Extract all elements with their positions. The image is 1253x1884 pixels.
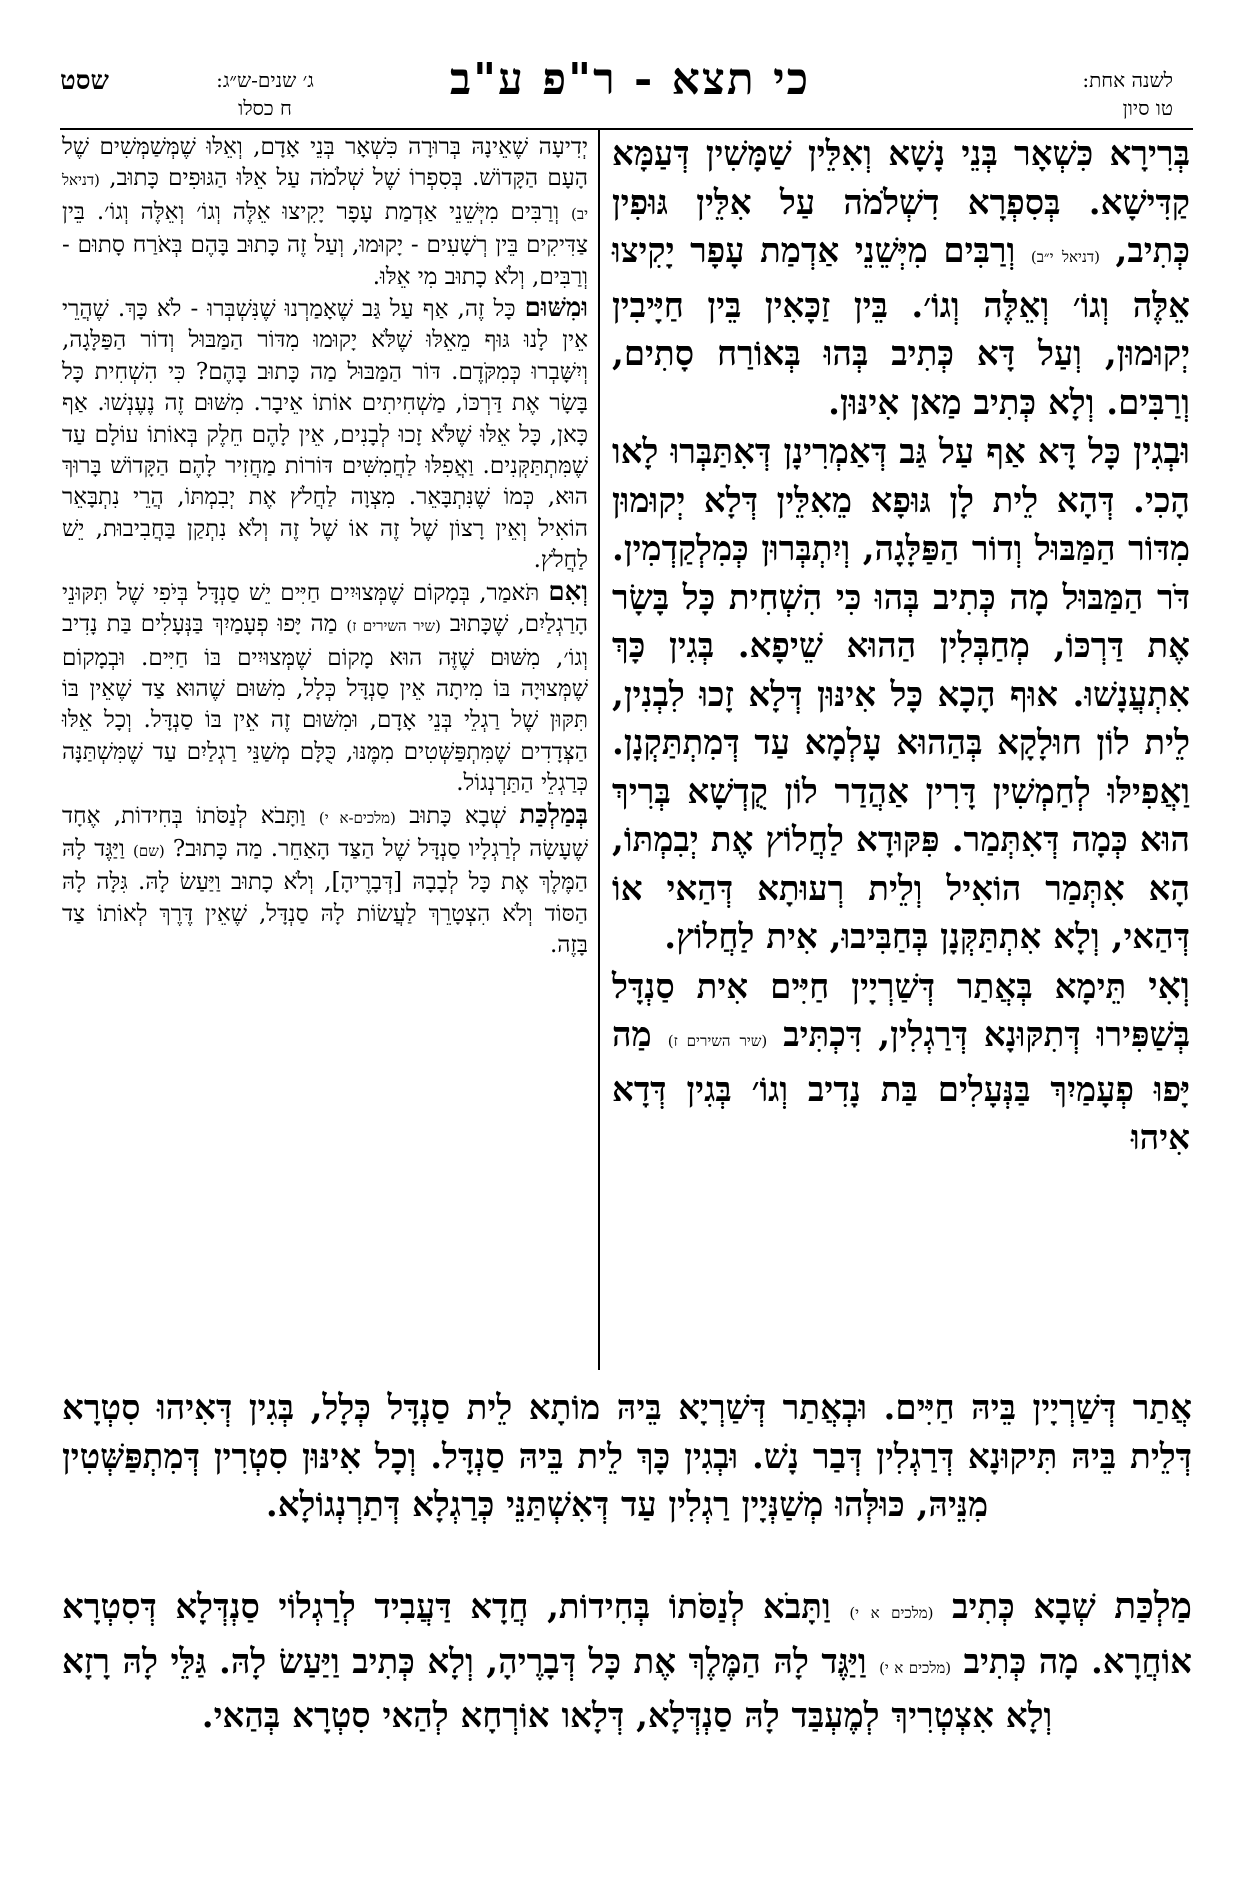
aramaic-text: מַה יָּפוּ פְעָמַיִךְ בַּנְּעָלִים בַּת נָדִיב וְגוֹ׳ בְּגִין דְּדָא אִיהוּ (612, 1015, 1190, 1158)
right-schedule-line1: לשנה אחת: (1082, 68, 1173, 92)
aramaic-text: תֵּימָא בְּאֲתַר דְּשַׁרְיָין חַיִּים אִית סַנְדָּל בְּשַׁפִּירוּ דְּתִקּוּנָא דְּרַגְלִין, דִּכְתִּיב (612, 966, 1190, 1055)
translation-text: וַתָּבֹא לְנַסֹּתוֹ בְּחִידוֹת, אֶחָד שֶׁעָשָׂה לְרַגְלָיו סַנְדָּל שֶׁל הַצַּד הָאַחֵר. מַה כָּתוּב? (62, 802, 588, 862)
aramaic-text: כָּל דָּא אַף עַל גַּב דְּאַמְרִינָן דְּאִתַּבְּרוּ לָאו הָכִי. דְּהָא לֵית לָן גּוּפָא מֵאִלֵּין דְּלָא יְקוּמוּן מִדּוֹר הַמַּבּוּל וְדוֹר הַפַּלָּגָה, וְיִתְבְּרוּן כְּמִלְקַדְמִין. דֹּר הַמַּבּוּל מָה כְּתִיב בְּהוּ כִּי הִשְׁחִית כָּל בָּשָׂר אֶת דַּרְכּוֹ, מְחַבְּלִין הַהוּא שֵׁיפָא. בְּגִין כָּךְ אִתְעֲנָשׁוּ. אוּף הָכָא כָּל אִינּוּן דְּלָא זָכוּ לִבְנִין, לֵית לוֹן חוּלָקָא בְּהַהוּא עָלְמָא עַד דְּמִתְתַּקְנָן. וַאֲפִילּוּ לְחַמְשִׁין דָּרִין אַהֲדַר לוֹן קֻדְשָׁא בְּרִיךְ הוּא כְּמָה דְּאִתְּמַר. פִּקּוּדָא לַחֲלוֹץ אֶת יְבִמְתּוֹ, הָא אִתְּמַר הוֹאִיל וְלֵית רְעוּתָא דְּהַאי אוֹ דְּהַאי, וְלָא אִתְתַּקְּנָן בְּחַבִּיבוּ, אִית לַחֲלוֹץ. (612, 432, 1190, 957)
aramaic-text: וְרַבִּים מִיְּשֵׁנֵי אַדְמַת עָפָר יָקִיצוּ אֵלֶּה וְגוֹ׳ וְאֵלֶּה וְגוֹ׳. בֵּין זַכָּאִין בֵּין חַיָּיבִין יְקוּמוּן, וְעַל דָּא כְּתִיב בְּהוּ בְּאוֹרַח סָתִים, וְרַבִּים. וְלָא כְּתִיב מַאן אִינּוּן. (612, 231, 1190, 423)
page-number: שסט (60, 66, 109, 96)
paragraph-opener: מַלְכַּת (1114, 1585, 1192, 1627)
source-reference: (שיר השירים ז) (346, 617, 441, 636)
paragraph-opener: בְּמַלְכַּת (519, 799, 589, 830)
paragraph-opener: וְאִם (548, 576, 588, 607)
source-reference: (שיר השירים ז) (667, 1032, 768, 1050)
aramaic-paragraph-1 (612, 130, 1190, 427)
source-reference: (מלכים-א י) (318, 808, 396, 827)
translation-paragraph-2 (62, 293, 588, 577)
source-reference: (מלכים א י) (879, 1658, 952, 1677)
aramaic-text: אֲתַר דְּשַׁרְיָין בֵּיהּ חַיִּים. וּבְאֲתַר דְּשַׁרְיָא בֵּיהּ מוֹתָא לֵית סַנְדָּל כְּלָל, בְּגִין דְּאִיהוּ סִטְרָא דְּלֵית בֵּיהּ תִּיקוּנָא דְּרַגְלִין דְּבַר נָשׁ. וּבְגִין כָּךְ לֵית בֵּיהּ סַנְדָּל. וְכָל אִינּוּן סִטְרִין דְּמִתְפַּשְּׁטִין מִנֵּיהּ, כּוּלְּהוּ מְשַׁנְּיָין רַגְלִין עַד דְּאִשְׁתַּנֵּי כְּרַגְלָא דְּתַרְנְגוֹלָא. (62, 1388, 1192, 1525)
translation-text: תֹּאמַר, בְּמָקוֹם שֶׁמְּצוּיִים חַיִּים יֵשׁ סַנְדָּל בְּיֹפִי שֶׁל תִּקּוּנֵי הָרַגְלַיִם, שֶׁכָּתוּב (62, 579, 588, 638)
translation-paragraph-1 (62, 132, 588, 293)
page-title: כי תצא - ר"פ ע"ב (449, 54, 811, 105)
paragraph-opener: וּבְגִין (1132, 430, 1190, 472)
translation-text: מַה יָּפוּ פְעָמַיִךְ בַּנְּעָלִים בַּת נָדִיב וְגוֹ׳, מִשּׁוּם שֶׁזֶּה הוּא מָקוֹם שֶׁמְּצוּיִים בּוֹ חַיִּים. וּבְמָקוֹם שֶׁמְּצוּיָה בּוֹ מִיתָה אֵין סַנְדָּל כְּלָל, מִשּׁוּם שֶׁהוּא צַד שֶׁאֵין בּוֹ תִּקּוּן שֶׁל רַגְלֵי בְּנֵי אָדָם, וּמִשּׁוּם זֶה אֵין בּוֹ סַנְדָּל. וְכָל אֵלּוּ הַצְּדָדִים שֶׁמִּתְפַּשְּׁטִים מִמֶּנּוּ, כֻּלָּם מְשַׁנֵּי רַגְלַיִם עַד שֶׁמִּשְׁתַּנָּה כְּרַגְלֵי הַתַּרְנְגוֹל. (62, 611, 588, 797)
aramaic-text: וַיַּגֶּד לָהּ הַמֶּלֶךְ אֶת כָּל דְּבָרֶיהָ, וְלָא כְּתִיב וַיַּעַשׂ לָהּ. גַּלֵּי לָהּ רָזָא וְלָא אִצְטְרִיךְ לְמֶעְבַּד לָהּ סַנְדְּלָא, דְּלָאו אוֹרְחָא לְהַאי סִטְרָא בְּהַאי. (62, 1641, 1053, 1736)
translation-text: כָּל זֶה, אַף עַל גַּב שֶׁאָמַרְנוּ שֶׁנִּשְׁבְּרוּ - לֹא כָּךְ. שֶׁהֲרֵי אֵין לָנוּ גּוּף מֵאֵלּוּ שֶׁלֹּא יָקוּמוּ מִדּוֹר הַמַּבּוּל וְדוֹר הַפַּלָּגָה, וְיִשָּׁבְרוּ כְּמִקֹּדֶם. דּוֹר הַמַּבּוּל מַה כָּתוּב בָּהֶם? כִּי הִשְׁחִית כָּל בָּשָׂר אֶת דַּרְכּוֹ, מַשְׁחִיתִים אוֹתוֹ אֵיבָר. מִשּׁוּם זֶה נֶעֶנְשׁוּ. אַף כָּאן, כָּל אֵלּוּ שֶׁלֹּא זָכוּ לְבָנִים, אֵין לָהֶם חֵלֶק בְּאוֹתוֹ עוֹלָם עַד שֶׁמִּתְתַּקְּנִים. וַאֲפִלּוּ לַחֲמִשִּׁים דּוֹרוֹת מַחֲזִיר לָהֶם הַקָּדוֹשׁ בָּרוּךְ הוּא, כְּמוֹ שֶׁנִּתְבָּאֵר. מִצְוָה לַחֲלֹץ אֶת יְבִמְתּוֹ, הֲרֵי נִתְבָּאֵר הוֹאִיל וְאֵין רָצוֹן שֶׁל זֶה אוֹ שֶׁל זֶה וְלֹא נִתְקַן בַּחֲבִיבוּת, יֵשׁ לַחֲלֹץ. (62, 296, 588, 574)
translation-text: שְׁבָא כָּתוּב (409, 802, 507, 829)
hebrew-translation-column (62, 132, 588, 962)
aramaic-paragraph-3 (612, 962, 1190, 1163)
paragraph-opener: וּמִשּׁוּם (524, 293, 588, 324)
translation-text: וַיַּגֶּד לָהּ הַמֶּלֶךְ אֶת כָּל לְבָבָהּ [דְּבָרֶיהָ], וְלֹא כָתוּב וַיַּעַשׂ לָהּ. גִּלָּה לָהּ הַסּוֹד וְלֹא הִצְטָרֵךְ לַעֲשׂוֹת לָהּ סַנְדָּל, שֶׁאֵין דֶּרֶךְ לְאוֹתוֹ צַד בָּזֶה. (62, 835, 588, 959)
full-width-paragraph-2 (62, 1582, 1192, 1741)
translation-paragraph-3 (62, 577, 588, 800)
column-divider (598, 130, 600, 1370)
aramaic-paragraph-2 (612, 427, 1190, 962)
source-reference: (דניאל י״ב) (1030, 248, 1100, 266)
source-reference: (דניאל יב) (62, 171, 588, 223)
translation-text: וְרַבִּים מִיְּשֵׁנֵי אַדְמַת עָפָר יָקִיצוּ אֵלֶּה וְגוֹ׳ וְאֵלֶּה וְגוֹ׳. בֵּין צַדִּיקִים בֵּין רְשָׁעִים - יָקוּמוּ, וְעַל זֶה כָּתוּב בָּהֶם בְּאֹרַח סָתוּם - וְרַבִּים, וְלֹא כָתוּב מִי אֵלּוּ. (62, 198, 588, 290)
full-width-paragraph-1 (62, 1384, 1192, 1530)
right-schedule-meta (973, 66, 1173, 122)
source-reference: (מלכים א י) (849, 1604, 934, 1622)
aramaic-text: בְּרִירָא כִּשְׁאָר בְּנֵי נָשָׁא וְאִלֵּין שַׁמָּשִׁין דְּעַמָּא קַדִּישָׁא. בְּסִפְרָא דִשְׁלֹמֹה עַל אִלֵּין גּוּפִין כְּתִיב, (612, 134, 1190, 271)
left-schedule-meta (150, 66, 380, 122)
zohar-aramaic-column (612, 130, 1190, 1163)
source-reference: (שם) (133, 841, 165, 860)
right-schedule-line2: טו סיון (1122, 96, 1173, 120)
translation-paragraph-4 (62, 800, 588, 962)
aramaic-text: וַתָּבֹא לְנַסֹּתוֹ בְּחִידוֹת, חֲדָא דַּעֲבִיד לְרַגְלוֹי סַנְדְּלָא דְּסִטְרָא אוֹחֲרָא. מָה כְּתִיב (62, 1587, 1192, 1682)
left-schedule-line1: ג׳ שנים-ש״ג: (216, 68, 314, 92)
paragraph-opener: וְאִי (1148, 964, 1191, 1007)
translation-text: יְדִיעָה שֶׁאֵינָהּ בְּרוּרָה כִּשְׁאָר בְּנֵי אָדָם, וְאֵלּוּ שֶׁמְּשַׁמְּשִׁים שֶׁל הָעָם הַקָּדוֹשׁ. בְּסִפְרוֹ שֶׁל שְׁלֹמֹה עַל אֵלּוּ הַגּוּפִים כָּתוּב, (62, 134, 588, 192)
left-schedule-line2: ח כסלו (238, 96, 292, 120)
aramaic-text: שְׁבָא כְּתִיב (952, 1587, 1096, 1627)
